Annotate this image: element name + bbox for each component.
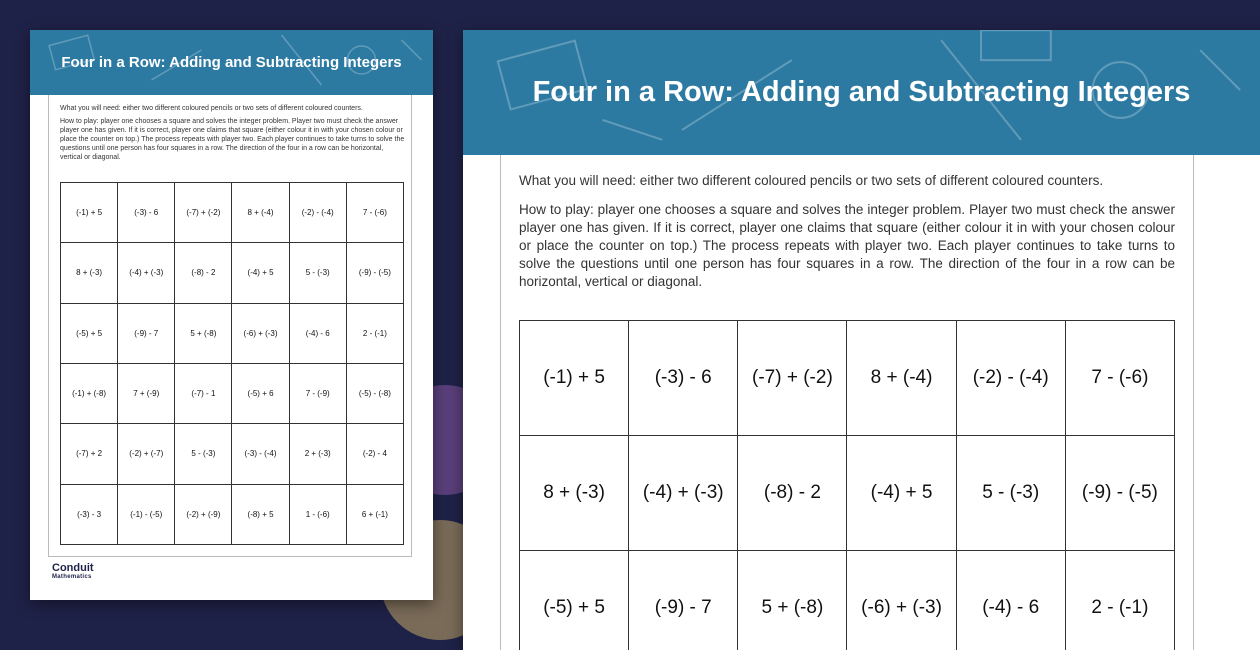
grid-cell: (-3) - 6 <box>118 183 175 243</box>
grid-cell: (-3) - 6 <box>629 321 738 436</box>
grid-cell: 2 + (-3) <box>289 424 346 484</box>
grid-cell: 2 - (-1) <box>346 303 403 363</box>
grid-cell: (-2) + (-7) <box>118 424 175 484</box>
grid-cell: 2 - (-1) <box>1065 551 1174 650</box>
grid-cell: 5 + (-8) <box>738 551 847 650</box>
grid-cell: (-2) - 4 <box>346 424 403 484</box>
grid-cell: (-9) - (-5) <box>1065 436 1174 551</box>
instructions-text: How to play: player one chooses a square and solves the integer problem. Player two must check the answer player one has given. If it is correct, player one claims that square (either colour it in with your chosen colour or place the counter on top.) The process repeats with player two. Each player continues to take turns to solve the questions until one person has four squares in a row. The direction of the four in a row can be horizontal, vertical or diagonal. <box>60 117 405 162</box>
grid-cell: 6 + (-1) <box>346 484 403 544</box>
grid-cell: 7 - (-9) <box>289 363 346 423</box>
grid-cell: (-9) - 7 <box>629 551 738 650</box>
grid-row <box>61 484 404 544</box>
grid-row <box>61 424 404 484</box>
grid-cell: (-1) + (-8) <box>61 363 118 423</box>
grid-cell: 1 - (-6) <box>289 484 346 544</box>
grid-cell: (-7) + (-2) <box>738 321 847 436</box>
grid-row <box>520 321 1175 436</box>
game-grid <box>519 320 1175 650</box>
grid-cell: (-9) - 7 <box>118 303 175 363</box>
grid-cell: (-4) + (-3) <box>629 436 738 551</box>
grid-cell: 8 + (-3) <box>61 243 118 303</box>
grid-cell: 7 - (-6) <box>346 183 403 243</box>
worksheet-header <box>30 30 433 95</box>
grid-cell: (-7) - 1 <box>175 363 232 423</box>
grid-cell: (-9) - (-5) <box>346 243 403 303</box>
grid-cell: (-7) + 2 <box>61 424 118 484</box>
grid-cell: (-1) + 5 <box>520 321 629 436</box>
materials-text: What you will need: either two different coloured pencils or two sets of different coloured counters. <box>60 104 405 113</box>
grid-cell: (-7) + (-2) <box>175 183 232 243</box>
grid-cell: (-5) - (-8) <box>346 363 403 423</box>
worksheet-preview-large <box>463 30 1260 650</box>
worksheet-title: Four in a Row: Adding and Subtracting Integers <box>533 76 1191 109</box>
grid-row <box>520 551 1175 650</box>
grid-cell: (-4) - 6 <box>956 551 1065 650</box>
grid-cell: 5 - (-3) <box>175 424 232 484</box>
grid-cell: 7 + (-9) <box>118 363 175 423</box>
grid-cell: 5 - (-3) <box>289 243 346 303</box>
worksheet-header <box>463 30 1260 155</box>
grid-cell: (-1) - (-5) <box>118 484 175 544</box>
grid-cell: 8 + (-4) <box>847 321 956 436</box>
grid-cell: (-3) - 3 <box>61 484 118 544</box>
grid-row <box>61 183 404 243</box>
grid-cell: 5 + (-8) <box>175 303 232 363</box>
grid-cell: 8 + (-4) <box>232 183 289 243</box>
grid-cell: (-5) + 5 <box>520 551 629 650</box>
grid-cell: (-5) + 6 <box>232 363 289 423</box>
game-grid <box>60 182 404 545</box>
grid-cell: (-4) + (-3) <box>118 243 175 303</box>
grid-cell: (-8) - 2 <box>175 243 232 303</box>
grid-cell: (-4) + 5 <box>847 436 956 551</box>
conduit-logo: Conduit Mathematics <box>52 562 94 580</box>
grid-cell: (-6) + (-3) <box>847 551 956 650</box>
grid-cell: 8 + (-3) <box>520 436 629 551</box>
grid-cell: (-8) + 5 <box>232 484 289 544</box>
grid-cell: 5 - (-3) <box>956 436 1065 551</box>
grid-row <box>61 363 404 423</box>
grid-cell: (-2) - (-4) <box>956 321 1065 436</box>
materials-text: What you will need: either two different coloured pencils or two sets of different coloured counters. <box>519 172 1175 190</box>
grid-cell: (-4) - 6 <box>289 303 346 363</box>
grid-cell: (-4) + 5 <box>232 243 289 303</box>
grid-row <box>61 303 404 363</box>
grid-cell: (-1) + 5 <box>61 183 118 243</box>
grid-row <box>520 436 1175 551</box>
grid-cell: (-2) + (-9) <box>175 484 232 544</box>
worksheet-title: Four in a Row: Adding and Subtracting Integers <box>61 54 401 71</box>
grid-cell: (-6) + (-3) <box>232 303 289 363</box>
grid-cell: (-2) - (-4) <box>289 183 346 243</box>
grid-cell: (-3) - (-4) <box>232 424 289 484</box>
grid-cell: 7 - (-6) <box>1065 321 1174 436</box>
grid-cell: (-5) + 5 <box>61 303 118 363</box>
grid-cell: (-8) - 2 <box>738 436 847 551</box>
instructions-text: How to play: player one chooses a square and solves the integer problem. Player two must check the answer player one has given. If it is correct, player one claims that square (either colour it in with your chosen colour or place the counter on top.) The process repeats with player two. Each player continues to take turns to solve the questions until one person has four squares in a row. The direction of the four in a row can be horizontal, vertical or diagonal. <box>519 201 1175 291</box>
grid-row <box>61 243 404 303</box>
worksheet-preview-small <box>30 30 433 600</box>
